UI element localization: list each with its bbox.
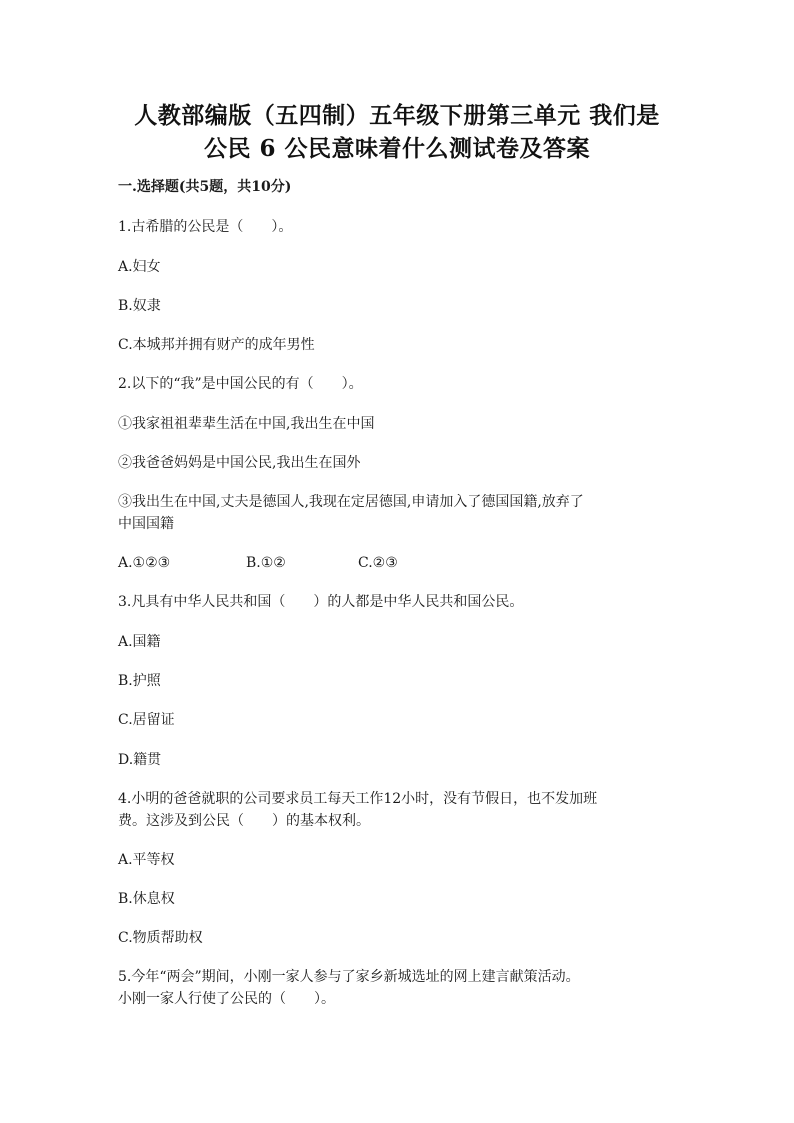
question-4-stem-line-1: 4.小明的爸爸就职的公司要求员工每天工作12小时，没有节假日，也不发加班 — [118, 791, 598, 807]
question-2-options — [118, 552, 678, 574]
question-4-option-c: C.物质帮助权 — [118, 930, 203, 946]
page-title-line-1: 人教部编版（五四制）五年级下册第三单元 我们是 — [134, 102, 660, 129]
question-4-stem-line-2: 费。这涉及到公民（ ）的基本权利。 — [118, 813, 370, 829]
question-3-stem: 3.凡具有中华人民共和国（ ）的人都是中华人民共和国公民。 — [118, 594, 524, 610]
question-2-item-2: ②我爸爸妈妈是中国公民,我出生在国外 — [118, 455, 361, 471]
question-4-option-a: A.平等权 — [118, 852, 175, 868]
question-3-option-a: A.国籍 — [118, 634, 161, 650]
question-1-option-a: A.妇女 — [118, 259, 161, 275]
question-2-stem: 2.以下的“我”是中国公民的有（ ）。 — [118, 376, 363, 392]
question-4-option-b: B.休息权 — [118, 891, 175, 907]
page-title-line-2: 公民 6 公民意味着什么测试卷及答案 — [203, 135, 591, 162]
question-3-option-d: D.籍贯 — [118, 752, 162, 768]
question-1-stem: 1.古希腊的公民是（ ）。 — [118, 219, 293, 235]
question-2-option-b: B.①② — [246, 555, 286, 571]
question-5-stem-line-2: 小刚一家人行使了公民的（ ）。 — [118, 991, 335, 1007]
question-2-item-1: ①我家祖祖辈辈生活在中国,我出生在中国 — [118, 416, 375, 432]
question-3-option-b: B.护照 — [118, 673, 161, 689]
question-5-stem-line-1: 5.今年“两会”期间，小刚一家人参与了家乡新城选址的网上建言献策活动。 — [118, 969, 580, 985]
question-3-option-c: C.居留证 — [118, 712, 175, 728]
question-1-option-b: B.奴隶 — [118, 298, 161, 314]
question-2-item-3-continued: 中国国籍 — [118, 516, 174, 532]
question-2-item-3: ③我出生在中国,丈夫是德国人,我现在定居德国,申请加入了德国国籍,放弃了 — [118, 494, 584, 510]
question-2-option-c: C.②③ — [358, 555, 398, 571]
section-heading: 一.选择题(共5题，共10分) — [118, 179, 292, 195]
question-1-option-c: C.本城邦并拥有财产的成年男性 — [118, 337, 315, 353]
question-2-option-a: A.①②③ — [118, 555, 171, 571]
